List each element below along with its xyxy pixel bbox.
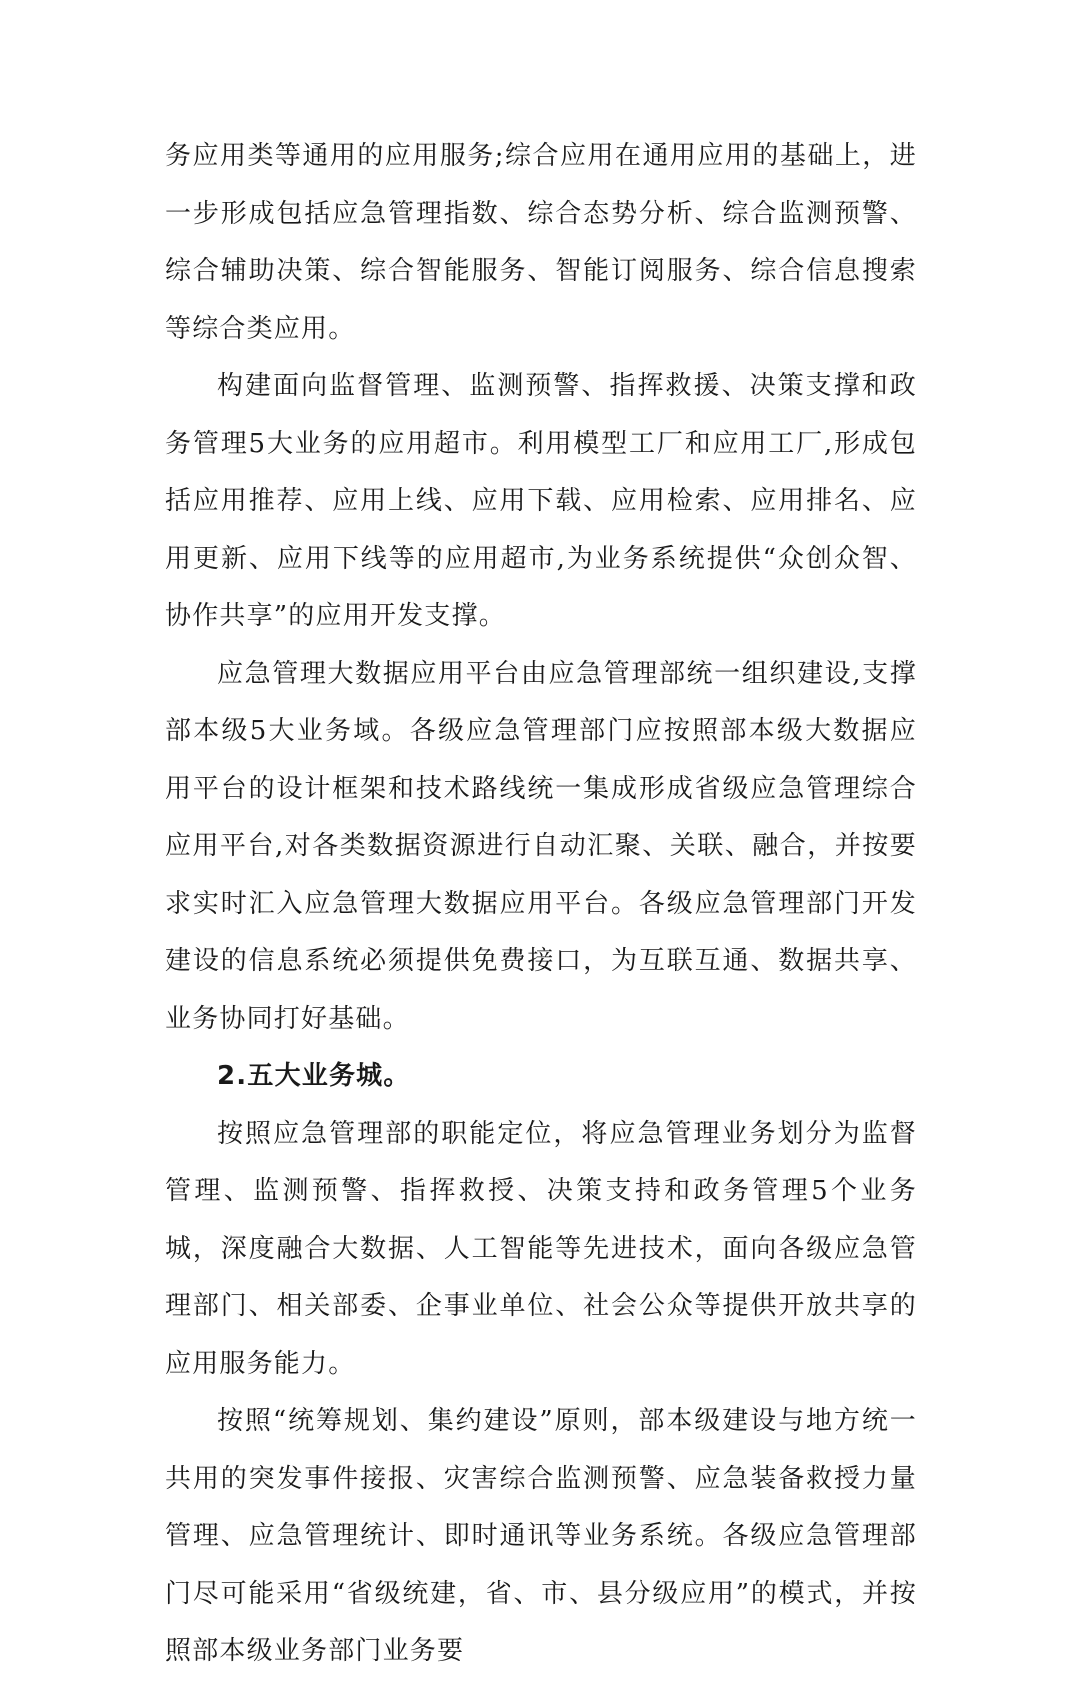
paragraph-big-data-platform: 应急管理大数据应用平台由应急管理部统一组织建设,支撑部本级5大业务域。各级应急管理部门应按照部本级大数据应用平台的设计框架和技术路线统一集成形成省级应急管理综合应用平台,对各类数据资源进行自动汇聚、关联、融合，并按要求实时汇入应急管理大数据应用平台。各级应急管理部门开发建设的信息系统必须提供免费接口，为互联互通、数据共享、业务协同打好基础。 [165,658,917,1034]
paragraph-business-domains: 按照应急管理部的职能定位，将应急管理业务划分为监督管理、监测预警、指挥救授、决策支持和政务管理5个业务城，深度融合大数据、人工智能等先进技术，面向各级应急管理部门、相关部委、企事业单位、社会公众等提供开放共享的应用服务能力。 [165,1118,917,1379]
paragraph-unified-construction: 按照“统筹规划、集约建设”原则，部本级建设与地方统一共用的突发事件接报、灾害综合监测预警、应急装备救授力量管理、应急管理统计、即时通讯等业务系统。各级应急管理部门尽可能采用“省级统建，省、市、县分级应用”的模式，并按照部本级业务部门业务要 [165,1406,917,1666]
paragraph-continued: 务应用类等通用的应用服务;综合应用在通用应用的基础上，进一步形成包括应急管理指数、综合态势分析、综合监测预警、综合辅助决策、综合智能服务、智能订阅服务、综合信息搜索等综合类应用。 [165,141,917,344]
section-heading: 2.五大业务城。 [217,1061,411,1091]
paragraph-application-market: 构建面向监督管理、监测预警、指挥救援、决策支撑和政务管理5大业务的应用超市。利用模型工厂和应用工厂,形成包括应用推荐、应用上线、应用下载、应用检索、应用排名、应用更新、应用下线等的应用超市,为业务系统提供“众创众智、协作共享”的应用开发支撑。 [165,371,917,631]
document-body [165,128,917,1681]
